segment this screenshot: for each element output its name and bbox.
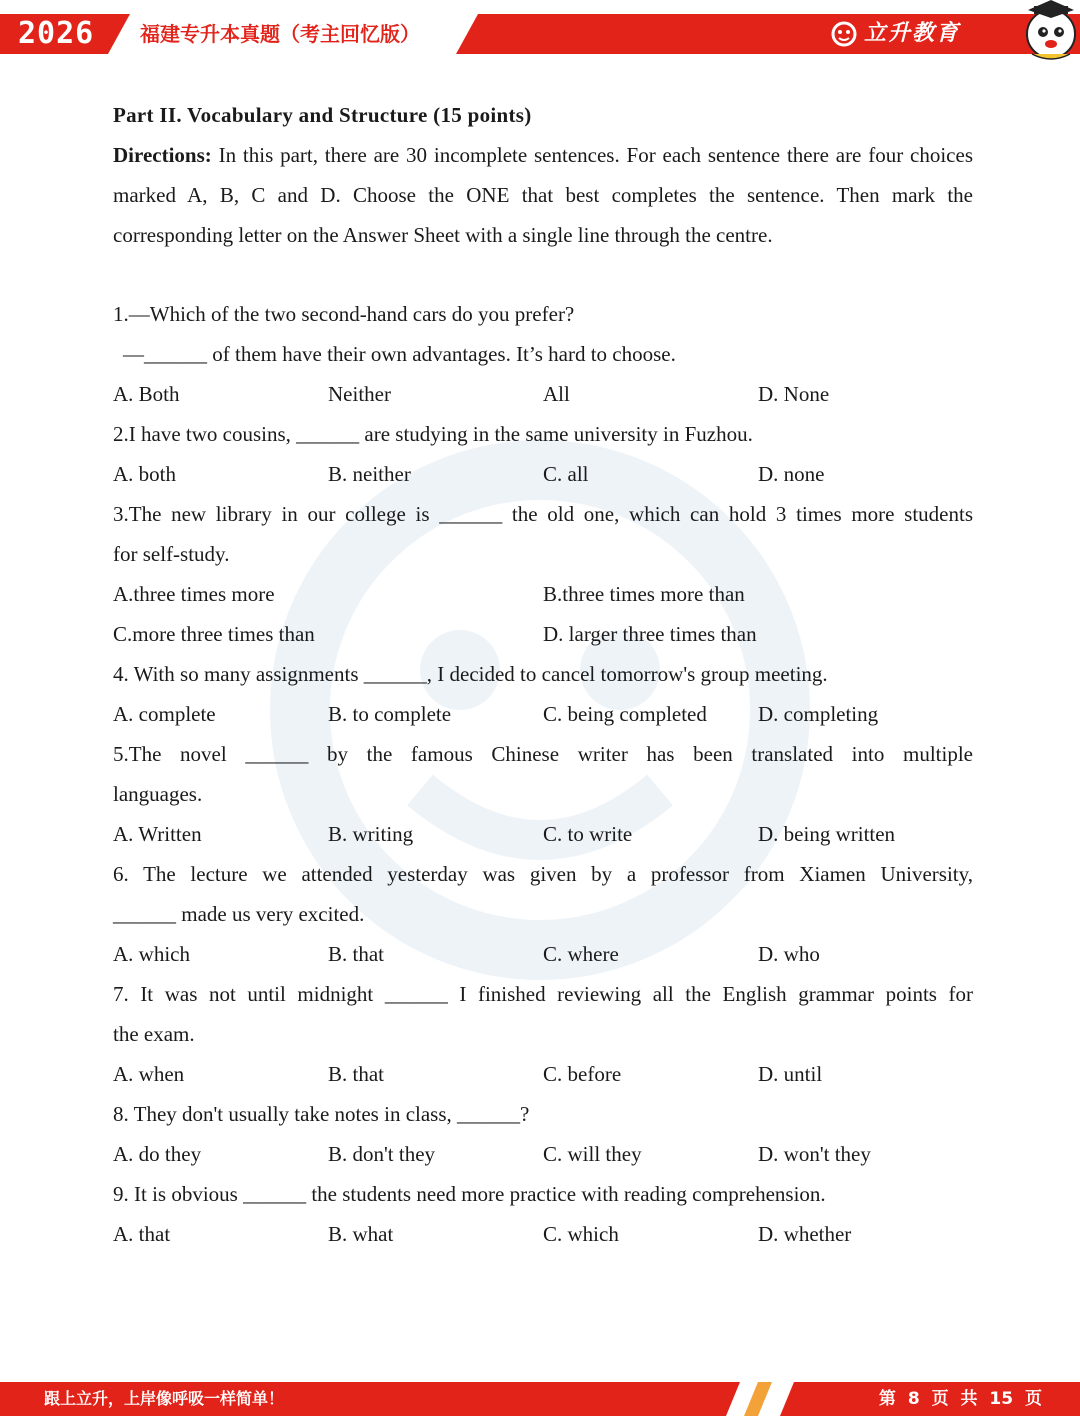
option-c: C. to write (543, 822, 633, 846)
option-c: C. will they (543, 1142, 642, 1166)
option-a: A. that (113, 1222, 171, 1246)
option-d: D. none (758, 462, 825, 486)
question-3-stem-line-1: 3.The new library in our college is ______ the old one, which can hold 3 times more students (113, 502, 973, 526)
question-7-options (113, 1054, 973, 1094)
footer-accent-stripe (744, 1382, 772, 1416)
page-number: 第 8 页 共 15 页 (878, 1389, 1042, 1409)
option-b: B. to complete (328, 702, 452, 726)
question-1-options (113, 374, 973, 414)
option-b: Neither (328, 382, 391, 406)
header-title: 福建专升本真题（考主回忆版） (140, 22, 420, 46)
footer-slogan: 跟上立升，上岸像呼吸一样简单！ (44, 1389, 285, 1408)
question-7-stem-line-1: 7. It was not until midnight ______ I finished reviewing all the English grammar points for (113, 982, 973, 1006)
question-9-options (113, 1214, 973, 1254)
option-b: B. writing (328, 822, 414, 846)
brand-logo-icon (830, 20, 858, 48)
option-a: A. do they (113, 1142, 202, 1166)
option-c: C.more three times than (113, 622, 315, 646)
question-5-options (113, 814, 973, 854)
brand-name: 立升教育 (864, 21, 961, 46)
option-b: B. what (328, 1222, 394, 1246)
mascot-icon (1022, 0, 1080, 64)
page-footer (0, 1382, 1080, 1416)
option-b: B. neither (328, 462, 411, 486)
option-c: All (543, 382, 570, 406)
option-d: D. who (758, 942, 820, 966)
option-a: A. which (113, 942, 190, 966)
directions (113, 135, 973, 255)
option-b: B. that (328, 1062, 384, 1086)
option-c: C. all (543, 462, 589, 486)
option-d: D. being written (758, 822, 896, 846)
question-8-options (113, 1134, 973, 1174)
question-5-stem-line-2: languages. (113, 782, 203, 806)
option-a: A. Written (113, 822, 202, 846)
option-c: C. before (543, 1062, 622, 1086)
header-year: 2026 (18, 16, 95, 51)
question-9-stem: 9. It is obvious ______ the students need more practice with reading comprehension. (113, 1182, 826, 1206)
option-b: B. that (328, 942, 384, 966)
document-body (113, 95, 973, 1254)
question-3-options-row-2 (113, 614, 973, 654)
option-b: B.three times more than (543, 582, 745, 606)
question-3-options-row-1 (113, 574, 973, 614)
page-header (0, 0, 1080, 60)
option-d: D. None (758, 382, 830, 406)
option-d: D. until (758, 1062, 823, 1086)
option-a: A. both (113, 462, 176, 486)
option-a: A. Both (113, 382, 180, 406)
option-d: D. completing (758, 702, 879, 726)
option-a: A.three times more (113, 582, 275, 606)
option-a: A. complete (113, 702, 216, 726)
question-1-stem: 1.—Which of the two second-hand cars do you prefer? (113, 302, 575, 326)
question-1-stem-2: —______ of them have their own advantages. It’s hard to choose. (123, 342, 676, 366)
question-7-stem-line-2: the exam. (113, 1022, 195, 1046)
question-4-options (113, 694, 973, 734)
question-6-stem-line-2: ______ made us very excited. (113, 902, 365, 926)
directions-text: In this part, there are 30 incomplete sentences. For each sentence there are four choices marked A, B, C and D. Choose the ONE that best completes the sentence. Then mark the corresponding letter on the Answer Sheet with a single line through the centre. (113, 143, 973, 247)
directions-label: Directions: (113, 143, 212, 167)
question-6-options (113, 934, 973, 974)
option-c: C. which (543, 1222, 619, 1246)
part-title: Part II. Vocabulary and Structure (15 points) (113, 103, 532, 127)
option-b: B. don't they (328, 1142, 436, 1166)
option-d: D. won't they (758, 1142, 871, 1166)
option-c: C. being completed (543, 702, 707, 726)
question-8-stem: 8. They don't usually take notes in class, ______? (113, 1102, 530, 1126)
question-6-stem-line-1: 6. The lecture we attended yesterday was given by a professor from Xiamen University, (113, 862, 973, 886)
option-c: C. where (543, 942, 619, 966)
question-5-stem-line-1: 5.The novel ______ by the famous Chinese writer has been translated into multiple (113, 742, 973, 766)
question-4-stem: 4. With so many assignments ______, I decided to cancel tomorrow's group meeting. (113, 662, 828, 686)
option-a: A. when (113, 1062, 185, 1086)
question-3-stem-line-2: for self-study. (113, 542, 230, 566)
question-2-options (113, 454, 973, 494)
option-d: D. whether (758, 1222, 852, 1246)
question-2-stem: 2.I have two cousins, ______ are studying in the same university in Fuzhou. (113, 422, 753, 446)
option-d: D. larger three times than (543, 622, 757, 646)
